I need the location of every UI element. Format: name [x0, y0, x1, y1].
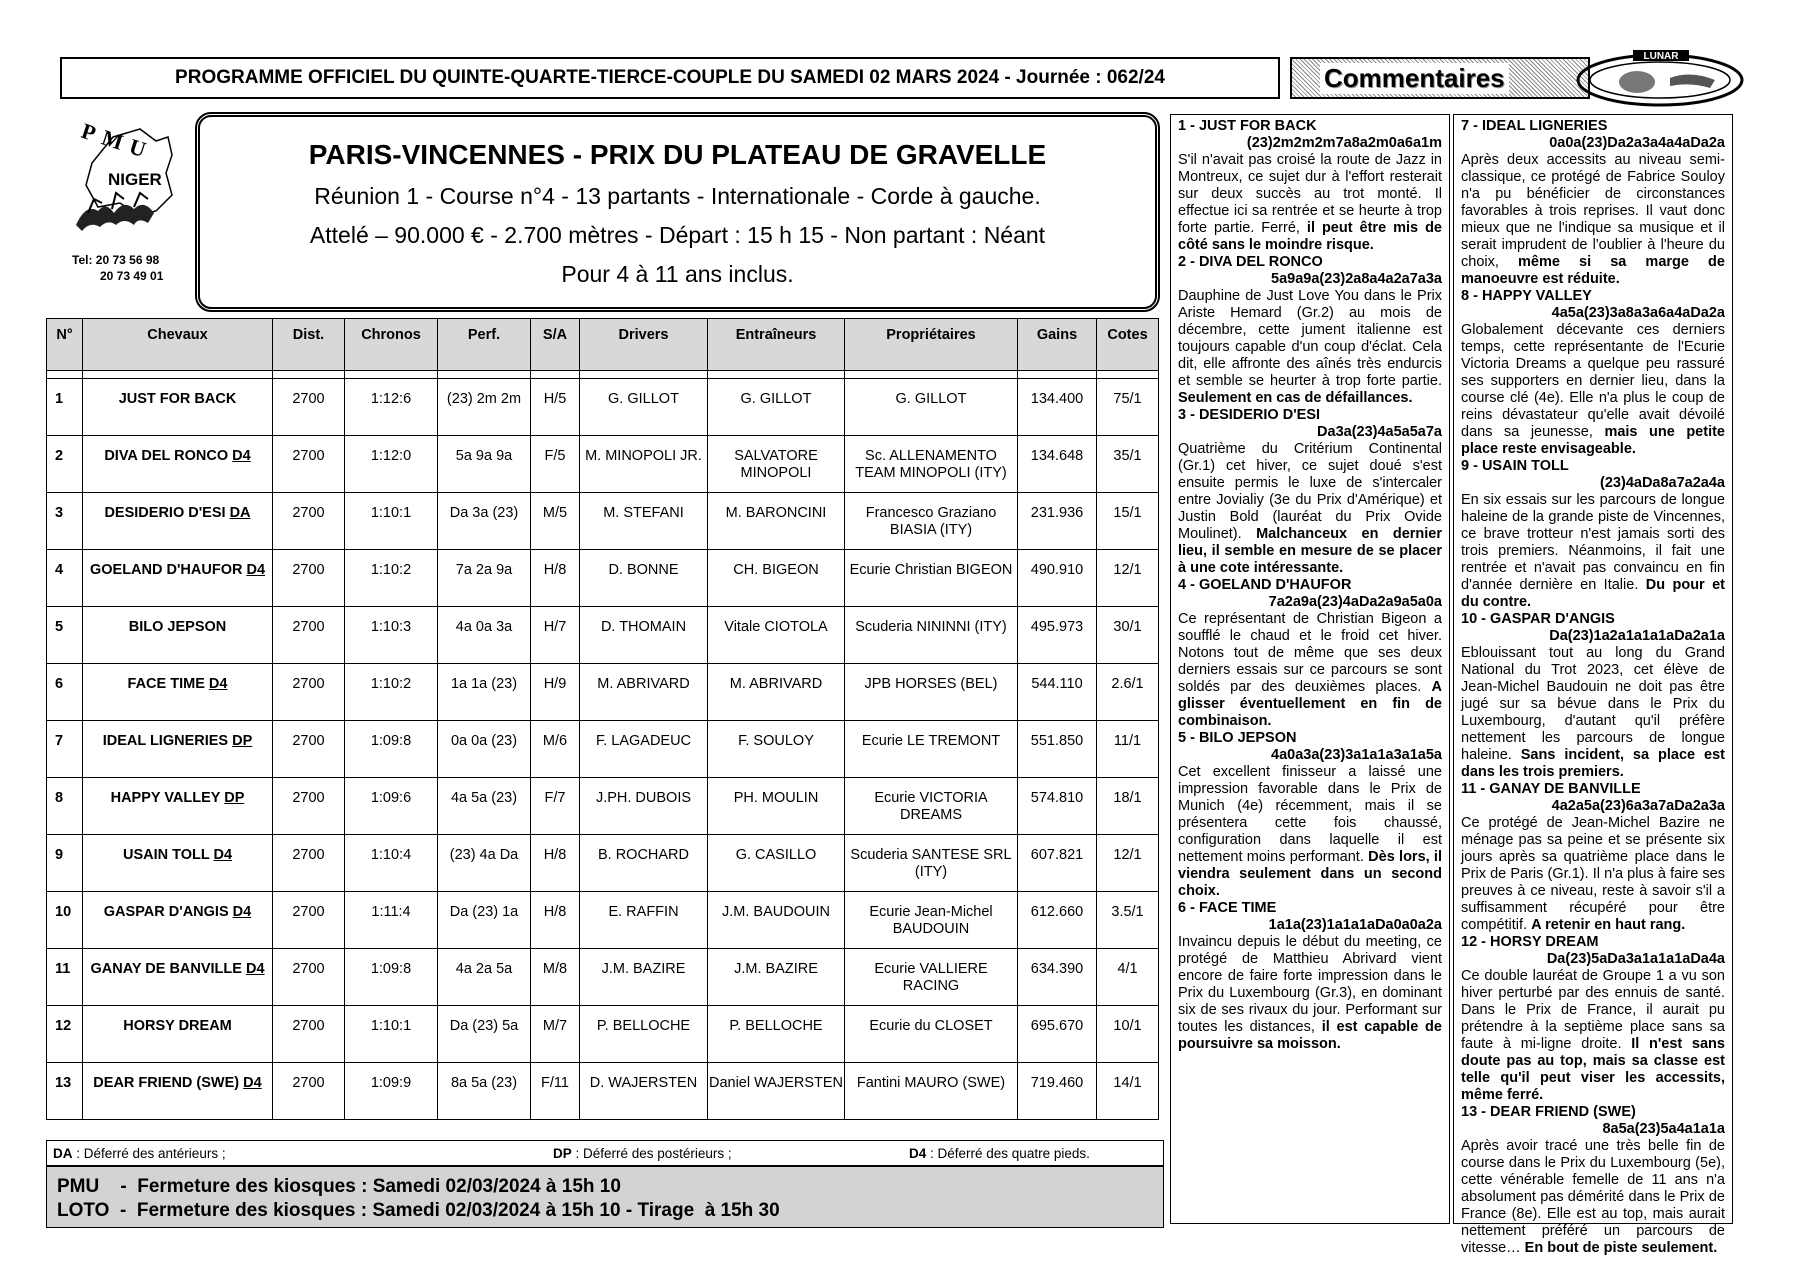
horse-name-cell: GOELAND D'HAUFOR D4	[83, 550, 273, 607]
chrono-cell: 1:10:4	[345, 835, 438, 892]
chrono-cell: 1:09:8	[345, 949, 438, 1006]
column-header: Propriétaires	[845, 319, 1018, 371]
comment-horse-title: 6 - FACE TIME	[1178, 900, 1277, 916]
horse-name-cell: HORSY DREAM	[83, 1006, 273, 1063]
perf-cell: 5a 9a 9a	[438, 436, 531, 493]
comment-perf-string: (23)2m2m2m7a8a2m0a6a1m	[1246, 135, 1442, 151]
comment-perf-string: Da(23)1a2a1a1a1aDa2a1a	[1549, 628, 1725, 644]
comment-horse-title: 7 - IDEAL LIGNERIES	[1461, 118, 1608, 134]
horse-name-cell: HAPPY VALLEY DP	[83, 778, 273, 835]
horse-name-cell: GANAY DE BANVILLE D4	[83, 949, 273, 1006]
horse-name-cell: DIVA DEL RONCO D4	[83, 436, 273, 493]
trainer-cell: J.M. BAZIRE	[708, 949, 845, 1006]
n-cell: 8	[47, 778, 83, 835]
perf-cell: 4a 0a 3a	[438, 607, 531, 664]
table-row	[47, 379, 1159, 436]
lunar-logo-text: LUNAR	[1643, 51, 1679, 62]
column-header: Cotes	[1097, 319, 1159, 371]
trainer-cell: F. SOULOY	[708, 721, 845, 778]
chrono-cell: 1:10:3	[345, 607, 438, 664]
n-cell: 13	[47, 1063, 83, 1120]
driver-cell: J.M. BAZIRE	[580, 949, 708, 1006]
dist-cell: 2700	[273, 1006, 345, 1063]
comment-perf-string: 7a2a9a(23)4aDa2a9a5a0a	[1268, 594, 1442, 610]
column-header: Chevaux	[83, 319, 273, 371]
table-row	[47, 493, 1159, 550]
pmu-niger-logo	[68, 115, 178, 245]
cote-cell: 12/1	[1097, 835, 1159, 892]
table-row	[47, 949, 1159, 1006]
horse-name-cell: BILO JEPSON	[83, 607, 273, 664]
comment-entry	[1178, 118, 1442, 254]
n-cell: 9	[47, 835, 83, 892]
gains-cell: 719.460	[1018, 1063, 1097, 1120]
n-cell: 5	[47, 607, 83, 664]
contact-phones: Tel: 20 73 56 98 20 73 49 01	[72, 253, 164, 283]
comment-text: Invaincu depuis le début du meeting, ce protégé de Matthieu Abrivard vient encore de faire forte impression dans le Prix du Luxembourg (Gr.3), en dominant six de ses rivaux du jour. Performant sur toutes les distances, il est capable de poursuivre sa moisson.	[1178, 934, 1442, 1052]
chrono-cell: 1:11:4	[345, 892, 438, 949]
shoe-tag: D4	[245, 961, 265, 977]
dist-cell: 2700	[273, 607, 345, 664]
trainer-cell: M. BARONCINI	[708, 493, 845, 550]
comment-perf-string: 8a5a(23)5a4a1a1a	[1602, 1121, 1725, 1137]
gains-cell: 695.670	[1018, 1006, 1097, 1063]
column-header: Perf.	[438, 319, 531, 371]
horse-name-cell: FACE TIME D4	[83, 664, 273, 721]
comment-text: Ce protégé de Jean-Michel Bazire ne ménage pas sa peine et se présente six jours après sa quatrième place dans le Prix de Paris (Gr.1). Il n'a plus à faire ses preuves à ce niveau, reste à savoir s'il a suffisamment récupéré pour être compétitif. A retenir en haut rang.	[1461, 815, 1725, 933]
shoe-tag: D4	[246, 562, 266, 578]
sa-cell: H/8	[531, 892, 580, 949]
comment-entry	[1461, 288, 1725, 458]
cote-cell: 18/1	[1097, 778, 1159, 835]
comment-text: S'il n'avait pas croisé la route de Jazz in Montreux, ce sujet dur à l'effort resterait sur deux succès au trot monté. Il effectue ici sa rentrée et se heurte à trop forte partie. Ferré, il peut être mis de côté sans le moindre risque.	[1178, 152, 1442, 253]
trainer-cell: Vitale CIOTOLA	[708, 607, 845, 664]
program-banner: PROGRAMME OFFICIEL DU QUINTE-QUARTE-TIERCE-COUPLE DU SAMEDI 02 MARS 2024 - Journée : 062/24	[60, 57, 1280, 99]
comment-perf-string: Da(23)5aDa3a1a1a1aDa4a	[1546, 951, 1725, 967]
comment-text: Dauphine de Just Love You dans le Prix Ariste Hemard (Gr.2) au mois de décembre, cette jument italienne est toujours capable d'un coup d'éclat. Cela dit, elle affronte des aînés très endurcis et semble se heurter à trop forte partie. Seulement en cas de défaillances.	[1178, 288, 1442, 406]
comments-header	[1290, 57, 1590, 99]
trainer-cell: P. BELLOCHE	[708, 1006, 845, 1063]
horse-name-cell: IDEAL LIGNERIES DP	[83, 721, 273, 778]
dist-cell: 2700	[273, 835, 345, 892]
comment-horse-title: 9 - USAIN TOLL	[1461, 458, 1569, 474]
sa-cell: M/6	[531, 721, 580, 778]
cote-cell: 12/1	[1097, 550, 1159, 607]
owner-cell: G. GILLOT	[845, 379, 1018, 436]
shoe-tag: D4	[232, 448, 251, 464]
perf-cell: (23) 4a Da	[438, 835, 531, 892]
legend-da: DA : Déferré des antérieurs ;	[53, 1146, 226, 1161]
comments-column-2	[1453, 114, 1733, 1256]
driver-cell: M. ABRIVARD	[580, 664, 708, 721]
comment-perf-string: Da3a(23)4a5a5a7a	[1317, 424, 1442, 440]
comment-text: Après avoir tracé une très belle fin de course dans le Prix du Luxembourg (5e), cette vénérable femelle de 11 ans n'a absolument pas démérité dans le Prix de France (8e). Elle est au top, mais aurait nettement préféré un parcours de vitesse… En bout de piste seulement.	[1461, 1138, 1725, 1256]
dist-cell: 2700	[273, 892, 345, 949]
cote-cell: 4/1	[1097, 949, 1159, 1006]
table-header-row	[47, 319, 1159, 371]
gains-cell: 495.973	[1018, 607, 1097, 664]
sa-cell: F/7	[531, 778, 580, 835]
gains-cell: 551.850	[1018, 721, 1097, 778]
dist-cell: 2700	[273, 778, 345, 835]
comment-entry	[1178, 407, 1442, 577]
sa-cell: M/8	[531, 949, 580, 1006]
owner-cell: Ecurie VALLIERE RACING	[845, 949, 1018, 1006]
n-cell: 11	[47, 949, 83, 1006]
perf-cell: 4a 2a 5a	[438, 949, 531, 1006]
perf-cell: 8a 5a (23)	[438, 1063, 531, 1120]
kiosk-closing-info	[46, 1166, 1164, 1228]
comment-entry	[1178, 254, 1442, 407]
comment-perf-string: 4a0a3a(23)3a1a1a3a1a5a	[1271, 747, 1442, 763]
table-row	[47, 664, 1159, 721]
chrono-cell: 1:12:6	[345, 379, 438, 436]
comment-entry	[1461, 118, 1725, 288]
comment-entry	[1178, 577, 1442, 730]
kiosk-pmu-line: PMU - Fermeture des kiosques : Samedi 02/03/2024 à 15h 10	[57, 1176, 621, 1197]
owner-cell: Ecurie du CLOSET	[845, 1006, 1018, 1063]
table-row	[47, 892, 1159, 949]
trainer-cell: PH. MOULIN	[708, 778, 845, 835]
column-header: Dist.	[273, 319, 345, 371]
shoe-tag: D4	[232, 904, 252, 920]
shoe-tag: D4	[208, 676, 228, 692]
horse-name-cell: DEAR FRIEND (SWE) D4	[83, 1063, 273, 1120]
race-info-line-2: Attelé – 90.000 € - 2.700 mètres - Départ : 15 h 15 - Non partant : Néant	[309, 222, 1046, 248]
driver-cell: F. LAGADEUC	[580, 721, 708, 778]
column-header: Chronos	[345, 319, 438, 371]
trainer-cell: J.M. BAUDOUIN	[708, 892, 845, 949]
sa-cell: F/5	[531, 436, 580, 493]
race-info-line-3: Pour 4 à 11 ans inclus.	[561, 261, 794, 287]
n-cell: 10	[47, 892, 83, 949]
perf-cell: Da (23) 5a	[438, 1006, 531, 1063]
comment-entry	[1461, 781, 1725, 934]
driver-cell: J.PH. DUBOIS	[580, 778, 708, 835]
trainer-cell: G. CASILLO	[708, 835, 845, 892]
column-header: Entraîneurs	[708, 319, 845, 371]
shoe-legend	[46, 1140, 1164, 1166]
n-cell: 4	[47, 550, 83, 607]
shoe-tag: D4	[243, 1075, 262, 1091]
chrono-cell: 1:10:2	[345, 664, 438, 721]
driver-cell: B. ROCHARD	[580, 835, 708, 892]
owner-cell: Sc. ALLENAMENTO TEAM MINOPOLI (ITY)	[845, 436, 1018, 493]
comment-horse-title: 12 - HORSY DREAM	[1461, 934, 1599, 950]
perf-cell: Da (23) 1a	[438, 892, 531, 949]
table-row	[47, 1063, 1159, 1120]
dist-cell: 2700	[273, 721, 345, 778]
comment-text: Ce double lauréat de Groupe 1 a vu son hiver perturbé par des ennuis de santé. Dans le Prix de France, il aurait pu prétendre à la septième place sans sa faute à mi-ligne droite. Il n'est sans doute pas au top, mais sa classe est telle qu'il peut viser les accessits, même ferré.	[1461, 968, 1725, 1103]
perf-cell: (23) 2m 2m	[438, 379, 531, 436]
cote-cell: 3.5/1	[1097, 892, 1159, 949]
shoe-tag: D4	[213, 847, 233, 863]
column-header: Gains	[1018, 319, 1097, 371]
comments-label: Commentaires	[1320, 63, 1509, 94]
table-row	[47, 436, 1159, 493]
legend-d4: D4 : Déferré des quatre pieds.	[909, 1146, 1090, 1161]
comment-text: Après deux accessits au niveau semi-classique, ce protégé de Fabrice Souloy n'a pu bénéficier de circonstances favorables à trois reprises. Il vaut donc mieux que ne l'indique sa musique et il serait imprudent de l'oublier à l'heure du choix, même si sa marge de manoeuvre est réduite.	[1461, 152, 1725, 287]
table-body	[47, 371, 1159, 1120]
chrono-cell: 1:10:2	[345, 550, 438, 607]
owner-cell: Ecurie VICTORIA DREAMS	[845, 778, 1018, 835]
trainer-cell: G. GILLOT	[708, 379, 845, 436]
table-row	[47, 607, 1159, 664]
trainer-cell: CH. BIGEON	[708, 550, 845, 607]
table-row	[47, 835, 1159, 892]
horse-name-cell: USAIN TOLL D4	[83, 835, 273, 892]
comment-horse-title: 1 - JUST FOR BACK	[1178, 118, 1317, 134]
owner-cell: Fantini MAURO (SWE)	[845, 1063, 1018, 1120]
dist-cell: 2700	[273, 1063, 345, 1120]
n-cell: 7	[47, 721, 83, 778]
comment-perf-string: 1a1a(23)1a1a1aDa0a0a2a	[1268, 917, 1442, 933]
pmu-logo-text: PMU	[78, 117, 157, 165]
gains-cell: 490.910	[1018, 550, 1097, 607]
driver-cell: P. BELLOCHE	[580, 1006, 708, 1063]
comment-horse-title: 10 - GASPAR D'ANGIS	[1461, 611, 1615, 627]
driver-cell: D. BONNE	[580, 550, 708, 607]
comment-entry	[1461, 458, 1725, 611]
shoe-tag: DP	[224, 790, 245, 806]
trainer-cell: Daniel WAJERSTEN	[708, 1063, 845, 1120]
n-cell: 1	[47, 379, 83, 436]
driver-cell: D. THOMAIN	[580, 607, 708, 664]
perf-cell: 4a 5a (23)	[438, 778, 531, 835]
gains-cell: 634.390	[1018, 949, 1097, 1006]
driver-cell: D. WAJERSTEN	[580, 1063, 708, 1120]
n-cell: 12	[47, 1006, 83, 1063]
table-row	[47, 778, 1159, 835]
shoe-tag: DP	[232, 733, 253, 749]
horse-name-cell: DESIDERIO D'ESI DA	[83, 493, 273, 550]
gains-cell: 544.110	[1018, 664, 1097, 721]
driver-cell: M. STEFANI	[580, 493, 708, 550]
comment-horse-title: 3 - DESIDERIO D'ESI	[1178, 407, 1321, 423]
cote-cell: 75/1	[1097, 379, 1159, 436]
dist-cell: 2700	[273, 379, 345, 436]
niger-logo-text: NIGER	[108, 170, 162, 189]
sa-cell: M/5	[531, 493, 580, 550]
dist-cell: 2700	[273, 493, 345, 550]
race-info-line-1: Réunion 1 - Course n°4 - 13 partants - Internationale - Corde à gauche.	[314, 183, 1041, 209]
gains-cell: 134.400	[1018, 379, 1097, 436]
column-header: S/A	[531, 319, 580, 371]
comment-entry	[1178, 900, 1442, 1053]
comment-horse-title: 5 - BILO JEPSON	[1178, 730, 1297, 746]
driver-cell: M. MINOPOLI JR.	[580, 436, 708, 493]
sa-cell: M/7	[531, 1006, 580, 1063]
cote-cell: 11/1	[1097, 721, 1159, 778]
cote-cell: 10/1	[1097, 1006, 1159, 1063]
n-cell: 6	[47, 664, 83, 721]
lunar-logo	[1575, 48, 1745, 108]
kiosk-loto-line: LOTO - Fermeture des kiosques : Samedi 02/03/2024 à 15h 10 - Tirage à 15h 30	[57, 1200, 780, 1221]
comment-horse-title: 8 - HAPPY VALLEY	[1461, 288, 1592, 304]
owner-cell: JPB HORSES (BEL)	[845, 664, 1018, 721]
owner-cell: Francesco Graziano BIASIA (ITY)	[845, 493, 1018, 550]
table-row	[47, 1006, 1159, 1063]
comment-perf-string: 0a0a(23)Da2a3a4a4aDa2a	[1549, 135, 1725, 151]
table-row	[47, 721, 1159, 778]
comment-perf-string: 4a5a(23)3a8a3a6a4aDa2a	[1551, 305, 1725, 321]
sa-cell: F/11	[531, 1063, 580, 1120]
comment-text: Cet excellent finisseur a laissé une impression favorable dans le Prix de Munich (4e) récemment, mais il se présentera cette fois chaussé, configuration dans laquelle il est nettement moins performant. Dès lors, il viendra seulement dans un second choix.	[1178, 764, 1442, 899]
perf-cell: 7a 2a 9a	[438, 550, 531, 607]
perf-cell: 1a 1a (23)	[438, 664, 531, 721]
perf-cell: Da 3a (23)	[438, 493, 531, 550]
comments-column-1	[1170, 114, 1450, 1224]
trainer-cell: SALVATORE MINOPOLI	[708, 436, 845, 493]
chrono-cell: 1:12:0	[345, 436, 438, 493]
comment-entry	[1178, 730, 1442, 900]
owner-cell: Scuderia SANTESE SRL (ITY)	[845, 835, 1018, 892]
column-header: N°	[47, 319, 83, 371]
comment-horse-title: 11 - GANAY DE BANVILLE	[1461, 781, 1641, 797]
owner-cell: Ecurie LE TREMONT	[845, 721, 1018, 778]
cote-cell: 14/1	[1097, 1063, 1159, 1120]
sa-cell: H/5	[531, 379, 580, 436]
owner-cell: Ecurie Jean-Michel BAUDOUIN	[845, 892, 1018, 949]
table-row	[47, 550, 1159, 607]
sa-cell: H/9	[531, 664, 580, 721]
chrono-cell: 1:09:6	[345, 778, 438, 835]
sa-cell: H/7	[531, 607, 580, 664]
owner-cell: Scuderia NININNI (ITY)	[845, 607, 1018, 664]
runners-table	[46, 318, 1159, 1120]
cote-cell: 15/1	[1097, 493, 1159, 550]
column-header: Drivers	[580, 319, 708, 371]
comment-text: En six essais sur les parcours de longue haleine de la grande piste de Vincennes, ce brave trotteur n'est jamais sorti des trois premiers. Néanmoins, il fait une rentrée et n'avait pas convaincu en fin d'année dernière en Italie. Du pour et du contre.	[1461, 492, 1725, 610]
dist-cell: 2700	[273, 436, 345, 493]
comment-text: Ce représentant de Christian Bigeon a soufflé le chaud et le froid cet hiver. Notons tout de même que ses deux derniers essais sur ce parcours se sont soldés par des deuxièmes places. A glisser éventuellement en fin de combinaison.	[1178, 611, 1442, 729]
sa-cell: H/8	[531, 550, 580, 607]
cote-cell: 2.6/1	[1097, 664, 1159, 721]
chrono-cell: 1:09:9	[345, 1063, 438, 1120]
gains-cell: 134.648	[1018, 436, 1097, 493]
horse-name-cell: GASPAR D'ANGIS D4	[83, 892, 273, 949]
comment-horse-title: 2 - DIVA DEL RONCO	[1178, 254, 1323, 270]
race-title: PARIS-VINCENNES - PRIX DU PLATEAU DE GRAVELLE	[308, 139, 1047, 170]
dist-cell: 2700	[273, 550, 345, 607]
shoe-tag: DA	[229, 505, 251, 521]
driver-cell: E. RAFFIN	[580, 892, 708, 949]
comment-perf-string: 5a9a9a(23)2a8a4a2a7a3a	[1271, 271, 1442, 287]
comment-entry	[1461, 1104, 1725, 1257]
gains-cell: 612.660	[1018, 892, 1097, 949]
chrono-cell: 1:09:8	[345, 721, 438, 778]
comment-text: Globalement décevante ces derniers temps, cette représentante de l'Ecurie Victoria Dreams a quelque peu rassuré ses supporters en dernier lieu, dans la course clé (4e). Elle n'a plus le coup de reins dévastateur qu'elle avait dévoilé dans sa jeunesse, mais une petite place reste envisageable.	[1461, 322, 1726, 457]
gains-cell: 574.810	[1018, 778, 1097, 835]
gains-cell: 231.936	[1018, 493, 1097, 550]
comment-perf-string: 4a2a5a(23)6a3a7aDa2a3a	[1551, 798, 1725, 814]
comment-perf-string: (23)4aDa8a7a2a4a	[1600, 475, 1725, 491]
comment-entry	[1461, 611, 1725, 781]
comment-text: Eblouissant tout au long du Grand National du Trot 2023, cet élève de Jean-Michel Baudouin ne doit pas être jugé sur sa bévue dans le Prix du Luxembourg, d'autant qu'il préfère nettement les parcours de longue haleine. Sans incident, sa place est dans les trois premiers.	[1461, 645, 1725, 780]
comment-horse-title: 13 - DEAR FRIEND (SWE)	[1461, 1104, 1636, 1120]
trainer-cell: M. ABRIVARD	[708, 664, 845, 721]
comment-text: Quatrième du Critérium Continental (Gr.1) cet hiver, ce sujet doué s'est ensuite permis le luxe de s'intercaler entre Jovialiy (3e du Prix d'Amérique) et Justin Bold (lauréat du Prix Ovide Moulinet). Malchanceux en dernier lieu, il semble en mesure de se placer à une cote intéressante.	[1178, 441, 1442, 576]
comment-horse-title: 4 - GOELAND D'HAUFOR	[1178, 577, 1352, 593]
comment-entry	[1461, 934, 1725, 1104]
sa-cell: H/8	[531, 835, 580, 892]
cote-cell: 30/1	[1097, 607, 1159, 664]
chrono-cell: 1:10:1	[345, 1006, 438, 1063]
driver-cell: G. GILLOT	[580, 379, 708, 436]
legend-dp: DP : Déferré des postérieurs ;	[553, 1146, 732, 1161]
horse-name-cell: JUST FOR BACK	[83, 379, 273, 436]
owner-cell: Ecurie Christian BIGEON	[845, 550, 1018, 607]
gains-cell: 607.821	[1018, 835, 1097, 892]
perf-cell: 0a 0a (23)	[438, 721, 531, 778]
n-cell: 2	[47, 436, 83, 493]
dist-cell: 2700	[273, 664, 345, 721]
chrono-cell: 1:10:1	[345, 493, 438, 550]
race-title-box	[195, 112, 1160, 312]
dist-cell: 2700	[273, 949, 345, 1006]
n-cell: 3	[47, 493, 83, 550]
cote-cell: 35/1	[1097, 436, 1159, 493]
